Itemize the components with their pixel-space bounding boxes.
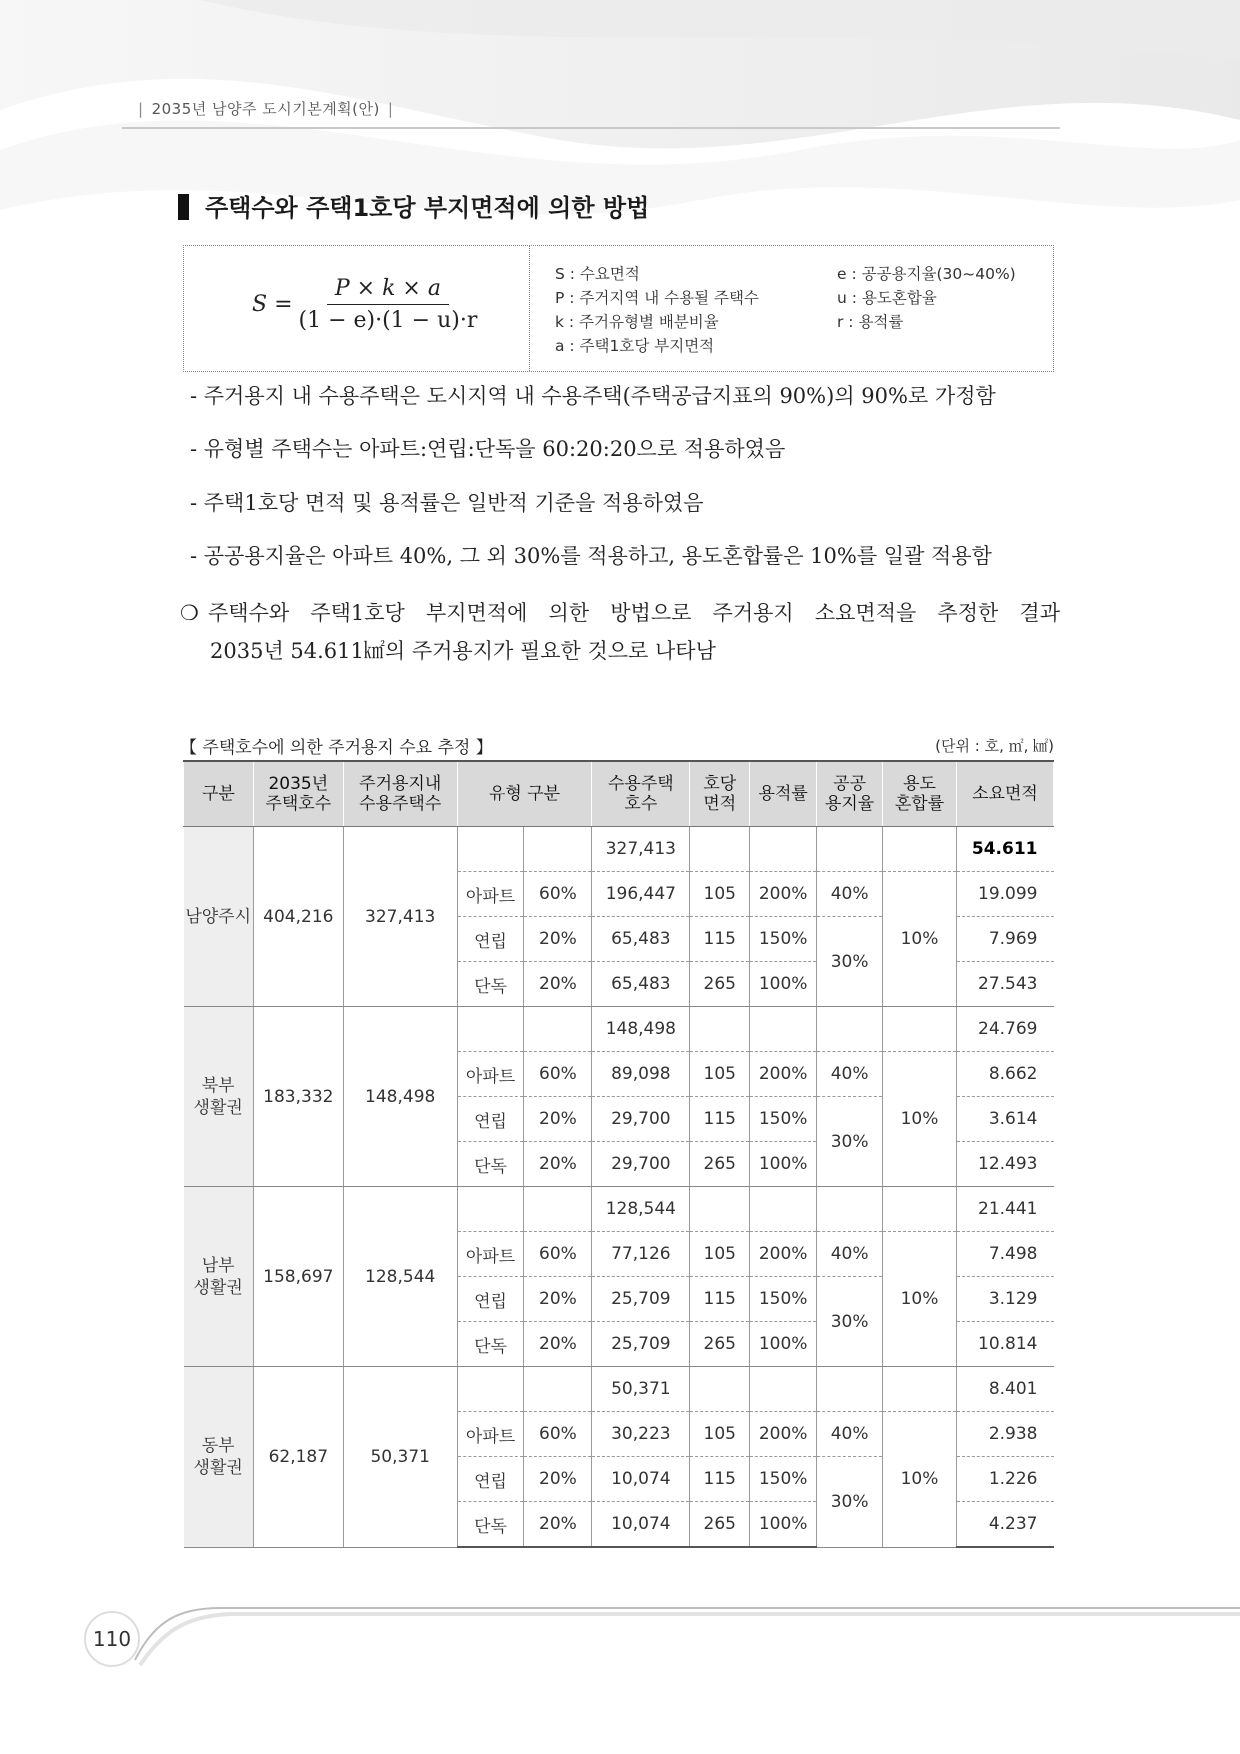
header-rule [122, 127, 1060, 129]
type-cell [457, 827, 524, 872]
area-cell: 115 [690, 917, 750, 962]
header-title: 2035년 남양주 도시기본계획(안) [151, 100, 380, 118]
running-header [130, 98, 401, 119]
ratio-cell: 60% [524, 1052, 592, 1097]
accom-cell: 25,709 [592, 1277, 690, 1322]
ratio-cell: 20% [524, 917, 592, 962]
conclusion-text-1: 주택수와 주택1호당 부지면적에 의한 방법으로 주거용지 소요면적을 추정한 결과 [208, 601, 1060, 625]
far-cell: 100% [750, 1502, 817, 1548]
res-houses-cell: 148,498 [343, 1007, 457, 1187]
res-houses-cell: 327,413 [343, 827, 457, 1007]
far-cell: 150% [750, 1457, 817, 1502]
area-cell: 115 [690, 1097, 750, 1142]
far-cell [750, 827, 817, 872]
region-cell: 북부 생활권 [184, 1007, 254, 1187]
type-cell: 연립 [457, 917, 524, 962]
region-cell: 남양주시 [184, 827, 254, 1007]
type-cell: 아파트 [457, 1412, 524, 1457]
conclusion-line-1 [180, 594, 1060, 632]
required-cell: 1.226 [956, 1457, 1053, 1502]
type-cell: 연립 [457, 1457, 524, 1502]
header-houses-2035: 2035년 주택호수 [253, 761, 343, 827]
definition-p: P : 주거지역 내 수용될 주택수 [555, 289, 759, 307]
accom-cell: 29,700 [592, 1142, 690, 1187]
public-rate-cell: 40% [817, 872, 883, 917]
type-cell: 단독 [457, 962, 524, 1007]
far-cell: 200% [750, 1232, 817, 1277]
table-unit: (단위 : 호, ㎡, ㎢) [935, 737, 1054, 755]
header-res-houses: 주거용지내 수용주택수 [343, 761, 457, 827]
header-unit-area: 호당 면적 [690, 761, 750, 827]
mixed-rate-cell: 10% [883, 872, 957, 1007]
far-cell [750, 1187, 817, 1232]
ratio-cell [524, 1007, 592, 1052]
public-rate-cell: 30% [817, 1277, 883, 1367]
accom-cell: 65,483 [592, 917, 690, 962]
table-row-total [184, 1187, 1054, 1232]
ratio-cell: 20% [524, 1322, 592, 1367]
type-cell [457, 1187, 524, 1232]
header-required: 소요면적 [956, 761, 1053, 827]
public-rate-cell: 30% [817, 1097, 883, 1187]
required-total-cell: 8.401 [956, 1367, 1053, 1412]
ratio-cell: 20% [524, 1097, 592, 1142]
area-cell: 265 [690, 1142, 750, 1187]
definition-k: k : 주거유형별 배분비율 [555, 313, 719, 331]
houses-2035-cell: 158,697 [253, 1187, 343, 1367]
header-far: 용적률 [750, 761, 817, 827]
type-cell [457, 1367, 524, 1412]
required-cell: 7.498 [956, 1232, 1053, 1277]
area-cell: 265 [690, 1322, 750, 1367]
accom-cell: 29,700 [592, 1097, 690, 1142]
formula-panel [184, 246, 530, 371]
ratio-cell: 20% [524, 1502, 592, 1548]
mixed-cell [883, 1187, 957, 1232]
area-cell: 105 [690, 1232, 750, 1277]
far-cell: 150% [750, 1097, 817, 1142]
area-cell [690, 1007, 750, 1052]
header-public: 공공 용지율 [817, 761, 883, 827]
area-cell: 265 [690, 1502, 750, 1548]
conclusion-paragraph [180, 594, 1060, 670]
type-cell: 단독 [457, 1322, 524, 1367]
header-gubun: 구분 [184, 761, 254, 827]
formula-expression [252, 276, 477, 333]
definition-a: a : 주택1호당 부지면적 [555, 337, 715, 355]
accom-total-cell: 148,498 [592, 1007, 690, 1052]
ratio-cell [524, 827, 592, 872]
ratio-cell: 20% [524, 1277, 592, 1322]
ratio-cell: 20% [524, 1457, 592, 1502]
mixed-cell [883, 827, 957, 872]
bullet-item: - 공공용지율은 아파트 40%, 그 외 30%를 적용하고, 용도혼합률은 10%를 일괄 적용함 [190, 544, 992, 568]
ratio-cell: 20% [524, 1142, 592, 1187]
table-row-total [184, 827, 1054, 872]
mixed-rate-cell: 10% [883, 1412, 957, 1548]
public-rate-cell: 40% [817, 1232, 883, 1277]
definition-r: r : 용적률 [837, 313, 904, 331]
required-cell: 7.969 [956, 917, 1053, 962]
area-cell: 115 [690, 1457, 750, 1502]
type-cell: 단독 [457, 1142, 524, 1187]
ratio-cell: 60% [524, 1412, 592, 1457]
bullet-item: - 주택1호당 면적 및 용적률은 일반적 기준을 적용하였음 [190, 491, 704, 515]
required-cell: 4.237 [956, 1502, 1053, 1548]
section-heading [178, 188, 649, 223]
type-cell: 연립 [457, 1097, 524, 1142]
type-cell: 아파트 [457, 1052, 524, 1097]
mixed-cell [883, 1007, 957, 1052]
far-cell [750, 1367, 817, 1412]
public-cell [817, 1007, 883, 1052]
accom-cell: 65,483 [592, 962, 690, 1007]
public-rate-cell: 30% [817, 917, 883, 1007]
far-cell [750, 1007, 817, 1052]
area-cell: 105 [690, 1412, 750, 1457]
definition-s: S : 수요면적 [555, 265, 640, 283]
region-cell: 남부 생활권 [184, 1187, 254, 1367]
accom-cell: 25,709 [592, 1322, 690, 1367]
required-cell: 19.099 [956, 872, 1053, 917]
area-cell [690, 1367, 750, 1412]
required-total-cell: 54.611 [956, 827, 1053, 872]
far-cell: 200% [750, 1412, 817, 1457]
accom-total-cell: 128,544 [592, 1187, 690, 1232]
region-cell: 동부 생활권 [184, 1367, 254, 1548]
res-houses-cell: 50,371 [343, 1367, 457, 1548]
required-cell: 12.493 [956, 1142, 1053, 1187]
formula-box [183, 245, 1054, 372]
accom-total-cell: 50,371 [592, 1367, 690, 1412]
accom-cell: 196,447 [592, 872, 690, 917]
required-cell: 3.614 [956, 1097, 1053, 1142]
bullet-item: - 유형별 주택수는 아파트:연립:단독을 60:20:20으로 적용하였음 [190, 437, 786, 461]
table-row-total [184, 1007, 1054, 1052]
required-cell: 8.662 [956, 1052, 1053, 1097]
type-cell [457, 1007, 524, 1052]
area-cell: 115 [690, 1277, 750, 1322]
accom-total-cell: 327,413 [592, 827, 690, 872]
ratio-cell [524, 1367, 592, 1412]
definition-e: e : 공공용지율(30~40%) [837, 265, 1016, 283]
mixed-rate-cell: 10% [883, 1232, 957, 1367]
section-title-text: 주택수와 주택1호당 부지면적에 의한 방법 [205, 194, 650, 222]
far-cell: 100% [750, 962, 817, 1007]
area-cell: 105 [690, 1052, 750, 1097]
area-cell [690, 827, 750, 872]
ratio-cell: 20% [524, 962, 592, 1007]
footer-curve-decoration [80, 1600, 1240, 1680]
far-cell: 200% [750, 1052, 817, 1097]
far-cell: 100% [750, 1322, 817, 1367]
formula-definitions [530, 246, 1053, 371]
table-caption: 【 주택호수에 의한 주거용지 수요 추정 】 [180, 738, 493, 758]
type-cell: 아파트 [457, 872, 524, 917]
definition-u: u : 용도혼합율 [837, 289, 937, 307]
formula-lhs: S = [252, 292, 293, 317]
circle-bullet-icon: ❍ [180, 601, 199, 625]
mixed-rate-cell: 10% [883, 1052, 957, 1187]
houses-2035-cell: 404,216 [253, 827, 343, 1007]
accom-cell: 89,098 [592, 1052, 690, 1097]
far-cell: 200% [750, 872, 817, 917]
type-cell: 연립 [457, 1277, 524, 1322]
public-cell [817, 827, 883, 872]
required-total-cell: 24.769 [956, 1007, 1053, 1052]
table-header-row [184, 761, 1054, 827]
accom-cell: 10,074 [592, 1457, 690, 1502]
ratio-cell: 60% [524, 1232, 592, 1277]
type-cell: 단독 [457, 1502, 524, 1548]
conclusion-text-2: 2035년 54.611㎢의 주거용지가 필요한 것으로 나타남 [210, 639, 716, 663]
formula-numerator: P × k × a [327, 276, 449, 305]
public-cell [817, 1367, 883, 1412]
header-mixed: 용도 혼합률 [883, 761, 957, 827]
page-number: 110 [84, 1611, 140, 1667]
required-total-cell: 21.441 [956, 1187, 1053, 1232]
accom-cell: 30,223 [592, 1412, 690, 1457]
far-cell: 150% [750, 917, 817, 962]
accom-cell: 10,074 [592, 1502, 690, 1548]
mixed-cell [883, 1367, 957, 1412]
type-cell: 아파트 [457, 1232, 524, 1277]
required-cell: 27.543 [956, 962, 1053, 1007]
housing-demand-table [183, 760, 1054, 1548]
res-houses-cell: 128,544 [343, 1187, 457, 1367]
bullet-item: - 주거용지 내 수용주택은 도시지역 내 수용주택(주택공급지표의 90%)의 90%로 가정함 [190, 384, 996, 408]
public-cell [817, 1187, 883, 1232]
table-row-total [184, 1367, 1054, 1412]
ratio-cell [524, 1187, 592, 1232]
ratio-cell: 60% [524, 872, 592, 917]
far-cell: 100% [750, 1142, 817, 1187]
required-cell: 10.814 [956, 1322, 1053, 1367]
public-rate-cell: 40% [817, 1412, 883, 1457]
area-cell: 265 [690, 962, 750, 1007]
formula-denominator: (1 − e)·(1 − u)·r [298, 308, 478, 333]
accom-cell: 77,126 [592, 1232, 690, 1277]
far-cell: 150% [750, 1277, 817, 1322]
header-accom: 수용주택 호수 [592, 761, 690, 827]
heading-marker [178, 194, 189, 220]
header-bar-left: | [138, 100, 144, 118]
header-bar-right: | [387, 100, 394, 118]
public-rate-cell: 30% [817, 1457, 883, 1548]
required-cell: 3.129 [956, 1277, 1053, 1322]
area-cell: 105 [690, 872, 750, 917]
header-type: 유형 구분 [457, 761, 592, 827]
area-cell [690, 1187, 750, 1232]
houses-2035-cell: 62,187 [253, 1367, 343, 1548]
formula-fraction [299, 276, 478, 333]
houses-2035-cell: 183,332 [253, 1007, 343, 1187]
public-rate-cell: 40% [817, 1052, 883, 1097]
required-cell: 2.938 [956, 1412, 1053, 1457]
